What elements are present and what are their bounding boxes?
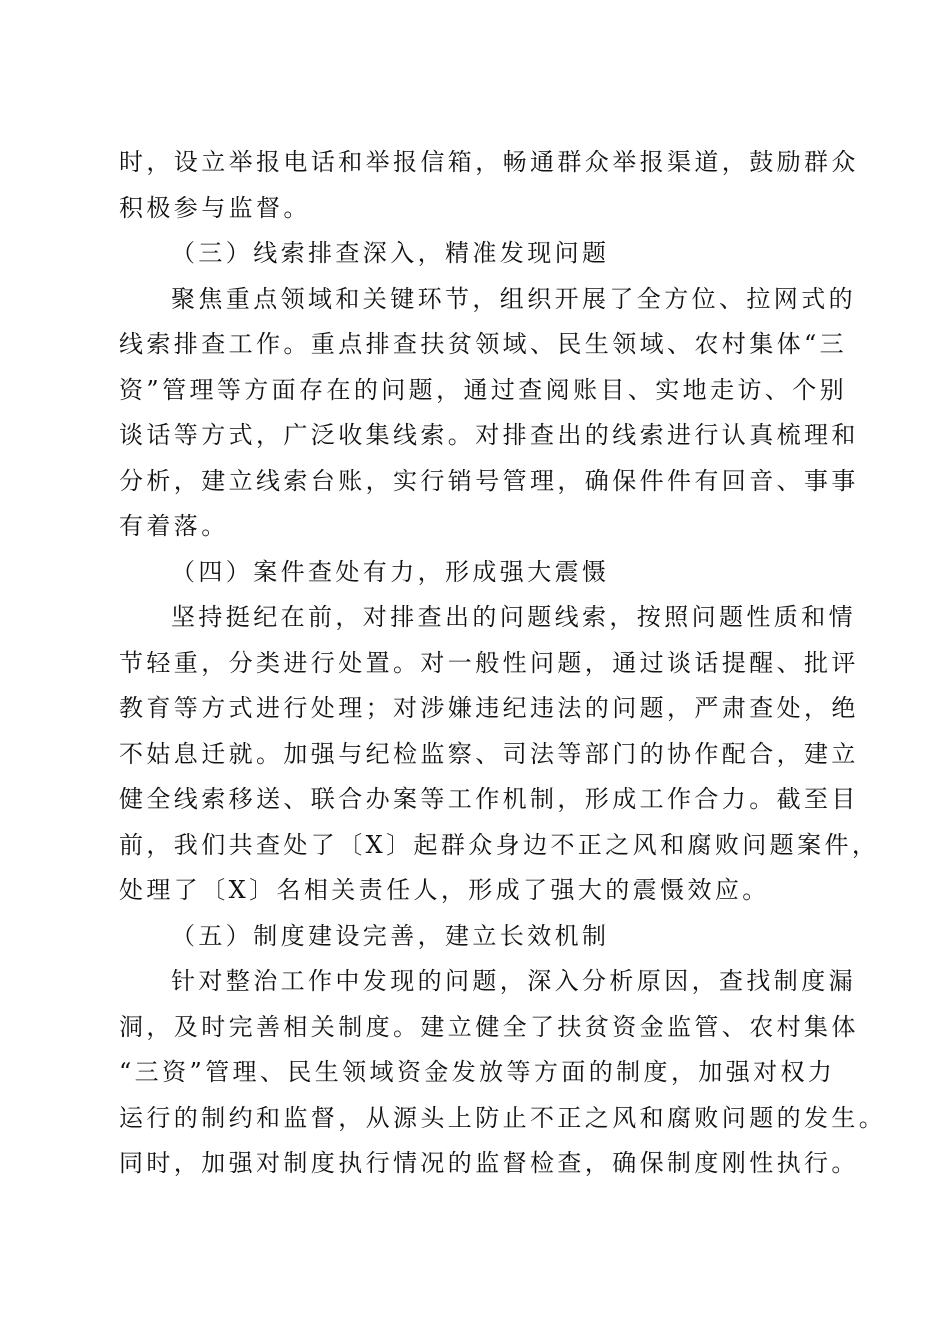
- body-line: 前，我们共查处了〔X〕起群众身边不正之风和腐败问题案件，: [119, 830, 880, 859]
- body-line: 谈话等方式，广泛收集线索。对排查出的线索进行认真梳理和: [119, 421, 859, 449]
- body-line: 处理了〔X〕名相关责任人，形成了强大的震慑效应。: [119, 876, 770, 904]
- section-heading-4: （四）案件查处有力，形成强大震慑: [171, 557, 610, 586]
- body-line: 资”管理等方面存在的问题，通过查阅账目、实地走访、个别: [119, 375, 848, 404]
- body-line: “三资”管理、民生领域资金发放等方面的制度，加强对权力: [119, 1058, 836, 1086]
- body-line: 时，设立举报电话和举报信箱，畅通群众举报渠道，鼓励群众: [119, 148, 859, 176]
- section-heading-5: （五）制度建设完善，建立长效机制: [171, 921, 610, 950]
- section-heading-3: （三）线索排查深入，精准发现问题: [171, 239, 610, 267]
- body-line: 线索排查工作。重点排查扶贫领域、民生领域、农村集体“三: [119, 330, 848, 358]
- paragraph-start: 聚焦重点领域和关键环节，组织开展了全方位、拉网式的: [171, 284, 856, 313]
- body-line: 分析，建立线索台账，实行销号管理，确保件件有回音、事事: [119, 466, 859, 495]
- body-line: 不姑息迁就。加强与纪检监察、司法等部门的协作配合，建立: [119, 739, 859, 768]
- body-line: 运行的制约和监督，从源头上防止不正之风和腐败问题的发生。: [119, 1103, 887, 1132]
- body-line: 教育等方式进行处理；对涉嫌违纪违法的问题，严肃查处，绝: [119, 694, 859, 722]
- body-line: 健全线索移送、联合办案等工作机制，形成工作合力。截至目: [119, 785, 859, 813]
- paragraph-start: 针对整治工作中发现的问题，深入分析原因，查找制度漏: [171, 967, 856, 995]
- body-line: 节轻重，分类进行处置。对一般性问题，通过谈话提醒、批评: [119, 648, 859, 677]
- body-line: 洞，及时完善相关制度。建立健全了扶贫资金监管、农村集体: [119, 1012, 859, 1041]
- body-line: 有着落。: [119, 512, 229, 540]
- paragraph-start: 坚持挺纪在前，对排查出的问题线索，按照问题性质和情: [171, 603, 856, 631]
- body-line: 同时，加强对制度执行情况的监督检查，确保制度刚性执行。: [119, 1149, 859, 1177]
- body-line: 积极参与监督。: [119, 193, 311, 222]
- document-body: [119, 140, 887, 1187]
